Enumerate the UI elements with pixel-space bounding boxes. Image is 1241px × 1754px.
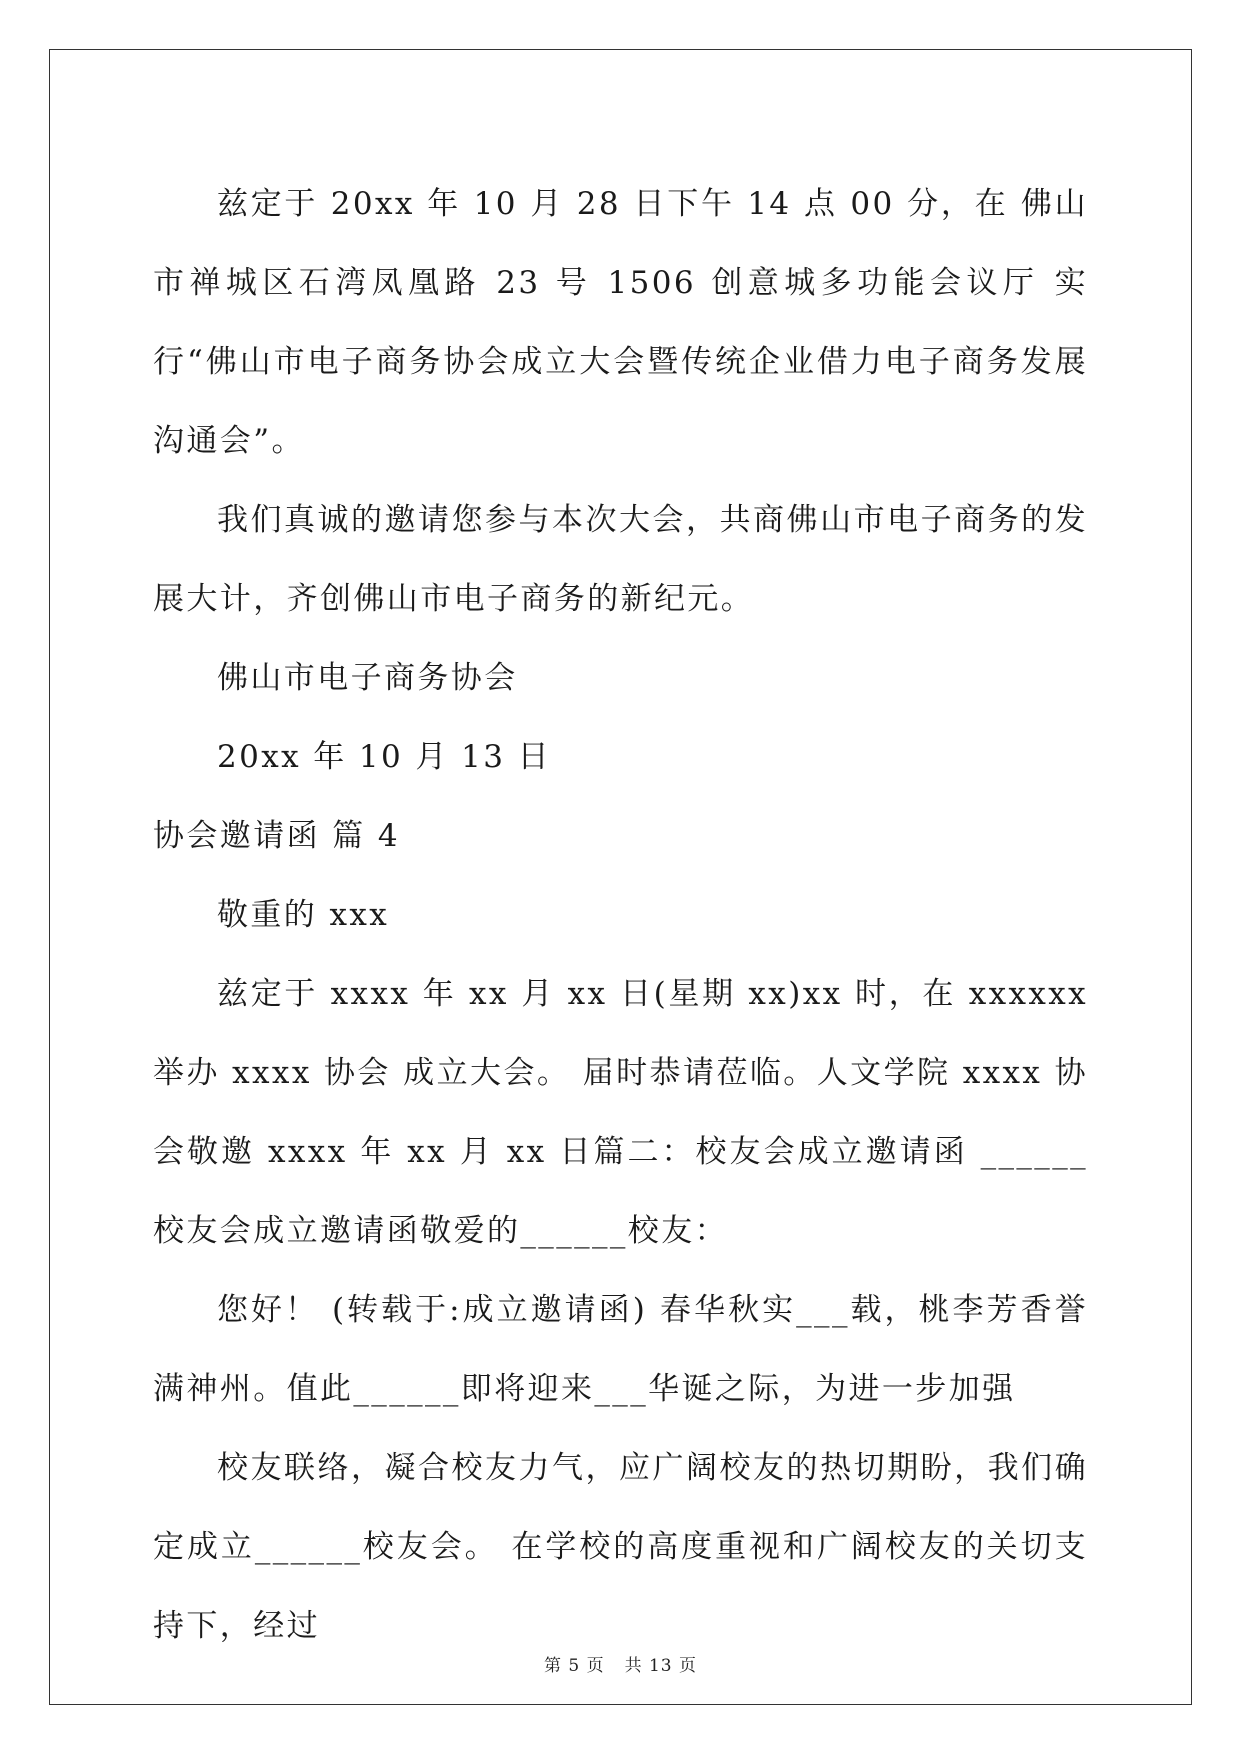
section-heading: 协会邀请函 篇 4 (153, 818, 401, 854)
page-footer (0, 1651, 1241, 1676)
paragraph-greeting: 您好！ (转载于:成立邀请函) 春华秋实___载，桃李芳香誉满神州。值此______即将迎来___华诞之际，为进一步加强 (153, 1292, 1088, 1407)
document-body (153, 165, 1088, 1666)
paragraph-invitation: 我们真诚的邀请您参与本次大会，共商佛山市电子商务的发展大计，齐创佛山市电子商务的新纪元。 (153, 502, 1088, 617)
page-number: 第 5 页 (543, 1656, 605, 1676)
paragraph-alumni: 校友联络，凝合校友力气，应广阔校友的热切期盼，我们确定成立______校友会。 在学校的高度重视和广阔校友的关切支持下，经过 (153, 1450, 1088, 1644)
salutation: 敬重的 xxx (217, 897, 390, 933)
paragraph-association-notice: 兹定于 xxxx 年 xx 月 xx 日(星期 xx)xx 时，在 xxxxxx 举办 xxxx 协会 成立大会。 届时恭请莅临。人文学院 xxxx 协会敬邀 xxxx 年 xx 月 xx 日篇二：校友会成立邀请函 ______校友会成立邀请函敬爱的______校友： (153, 976, 1088, 1249)
signature-date: 20xx 年 10 月 13 日 (217, 739, 551, 775)
paragraph-meeting-notice: 兹定于 20xx 年 10 月 28 日下午 14 点 00 分，在 佛山市禅城区石湾凤凰路 23 号 1506 创意城多功能会议厅 实行“佛山市电子商务协会成立大会暨传统企业借力电子商务发展沟通会”。 (153, 186, 1088, 459)
page-total: 共 13 页 (624, 1656, 698, 1676)
signature-organization: 佛山市电子商务协会 (217, 660, 518, 696)
